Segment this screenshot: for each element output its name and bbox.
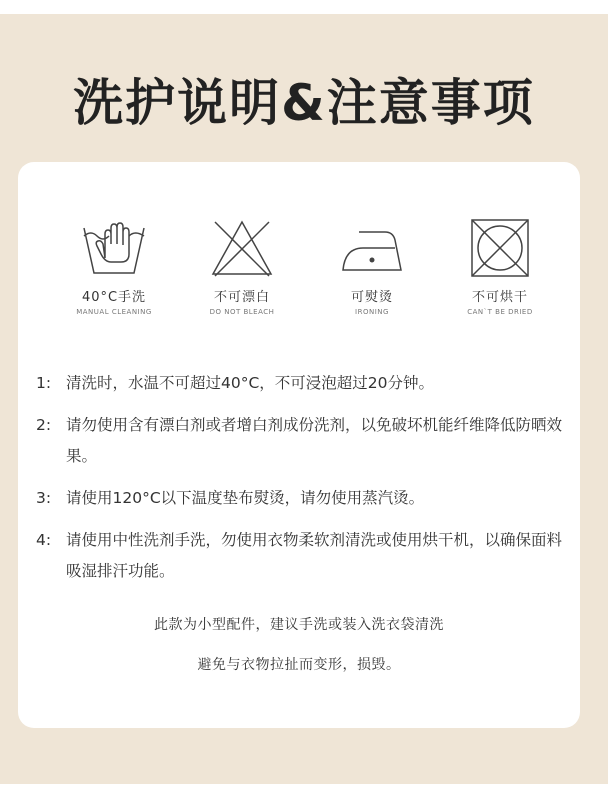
icon-label-cn: 不可烘干	[471, 290, 528, 305]
care-icon-no-tumble-dry	[430, 218, 570, 316]
hand-wash-icon	[79, 218, 149, 278]
icon-label-en: MANUAL CLEANING	[76, 308, 152, 316]
note-number: 4:	[36, 531, 52, 549]
note-item	[36, 410, 572, 472]
note-text: 清洗时，水温不可超过40°C，不可浸泡超过20分钟。	[66, 374, 435, 392]
no-tumble-dry-icon	[465, 218, 535, 278]
page-title: 洗护说明&注意事项	[73, 74, 535, 132]
note-text: 请勿使用含有漂白剂或者增白剂成份洗剂，以免破坏机能纤维降低防晒效果。	[66, 416, 563, 465]
icon-label-en: CAN`T BE DRIED	[467, 308, 533, 316]
care-card	[18, 162, 580, 728]
note-text: 请使用中性洗剂手洗，勿使用衣物柔软剂清洗或使用烘干机，以确保面料吸湿排汗功能。	[66, 531, 563, 580]
care-notes	[36, 368, 572, 598]
icon-label-en: IRONING	[355, 308, 389, 316]
note-number: 1:	[36, 374, 52, 392]
note-item	[36, 368, 572, 399]
note-number: 3:	[36, 489, 52, 507]
note-number: 2:	[36, 416, 52, 434]
icon-label-cn: 可熨烫	[350, 290, 393, 305]
footer-line-1: 此款为小型配件，建议手洗或装入洗衣袋清洗	[154, 617, 444, 633]
icon-label-cn: 40°C手洗	[81, 290, 147, 305]
no-bleach-icon	[207, 218, 277, 278]
iron-icon	[337, 218, 407, 278]
care-icon-iron	[302, 218, 442, 316]
note-text: 请使用120°C以下温度垫布熨烫，请勿使用蒸汽烫。	[66, 489, 425, 507]
care-icon-hand-wash	[44, 218, 184, 316]
icon-label-en: DO NOT BLEACH	[209, 308, 275, 316]
note-item	[36, 483, 572, 514]
note-item	[36, 525, 572, 587]
footer-line-2: 避免与衣物拉扯而变形，损毁。	[197, 657, 401, 673]
icon-label-cn: 不可漂白	[213, 290, 270, 305]
care-icons-row	[18, 218, 580, 328]
care-icon-no-bleach	[172, 218, 312, 316]
